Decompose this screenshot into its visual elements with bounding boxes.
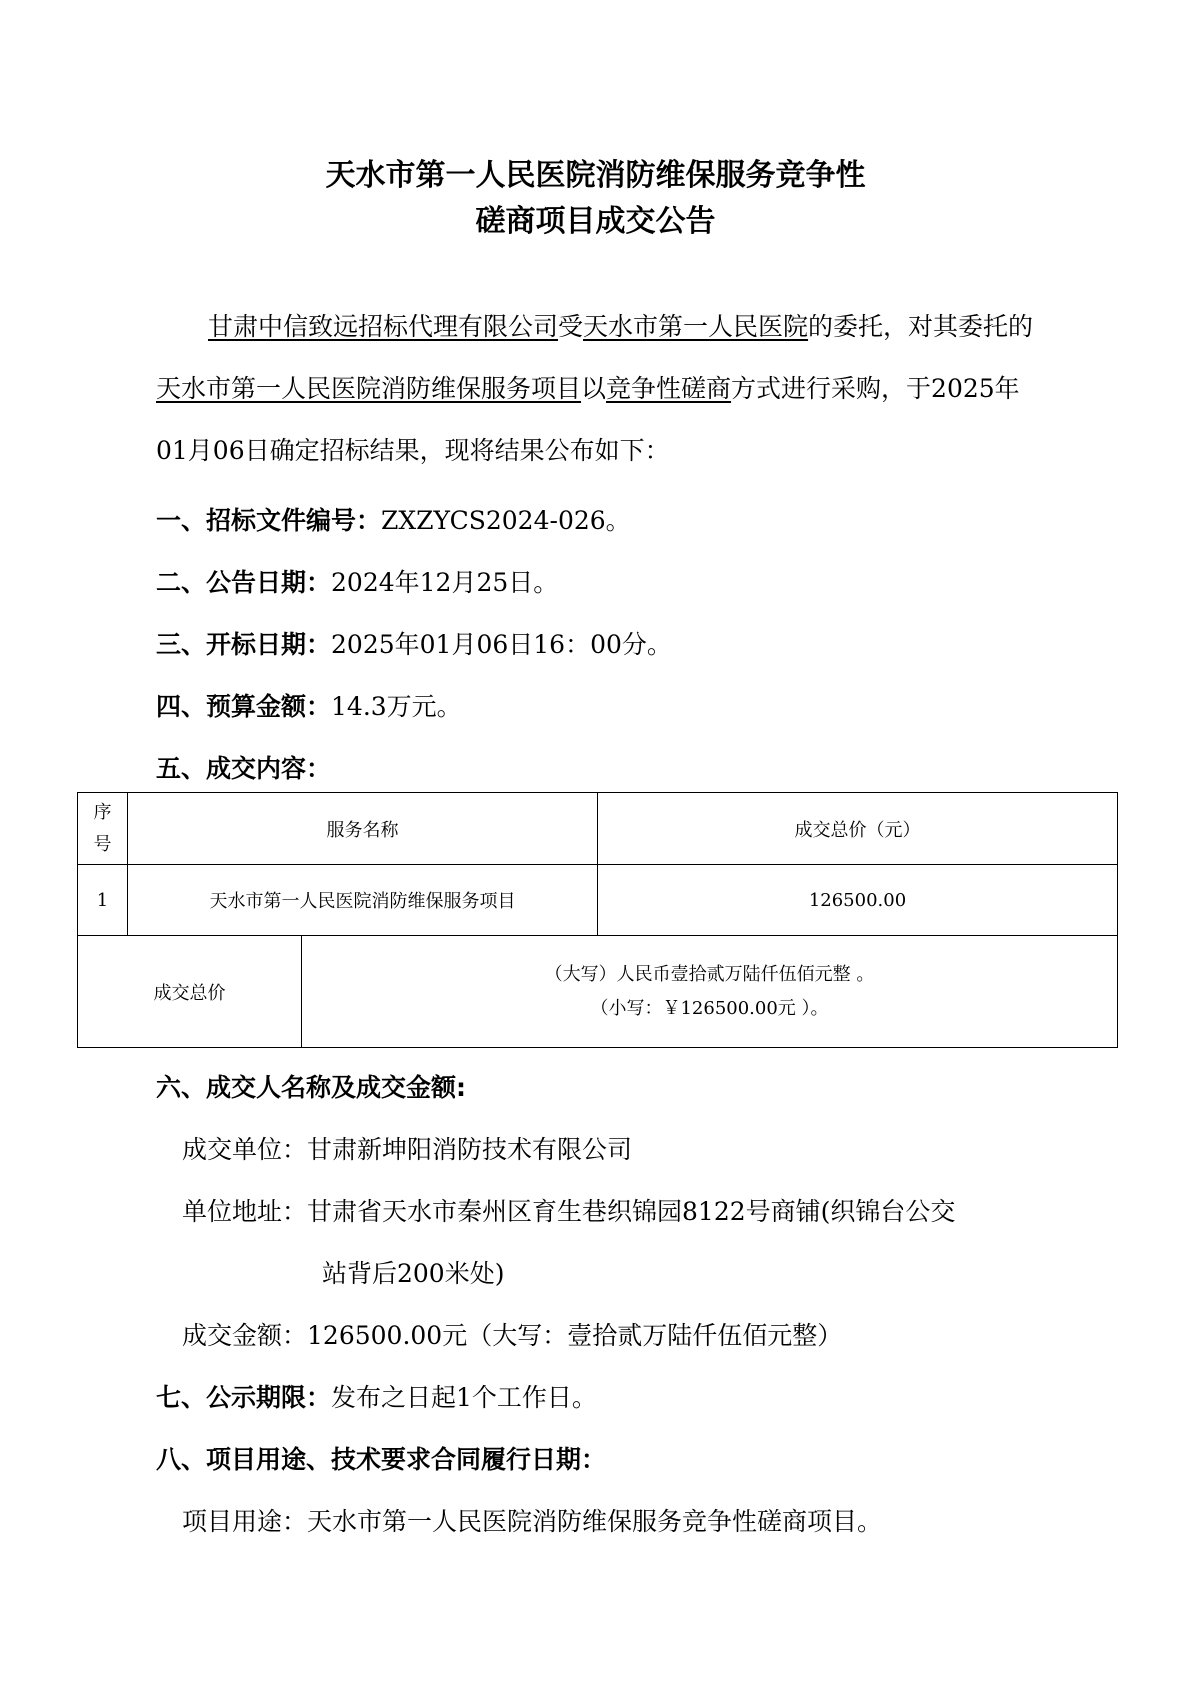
section-7-value: 发布之日起1个工作日。 — [331, 1383, 597, 1412]
section-5-label: 五、成交内容： — [156, 754, 332, 783]
section-2-label: 二、公告日期： — [156, 568, 332, 597]
winner-address-label: 单位地址： — [182, 1197, 308, 1226]
section-1-value: ZXZYCS2024-026。 — [381, 506, 631, 535]
row-total-price: 126500.00 — [598, 865, 1118, 936]
intro-text-3: 以 — [581, 374, 607, 403]
winner-unit — [182, 1130, 632, 1166]
total-price-upper: （大写）人民币壹拾贰万陆仟伍佰元整 。 — [544, 963, 875, 985]
header-total-price: 成交总价（元） — [598, 793, 1118, 865]
table-total-row — [78, 936, 1118, 1048]
winner-address-cont: 站背后200米处) — [322, 1259, 505, 1288]
total-price-lower: （小写：￥126500.00元 ）。 — [590, 997, 829, 1019]
intro-text-1: 受 — [558, 312, 584, 341]
section-2 — [156, 563, 558, 599]
winner-address — [182, 1192, 955, 1228]
section-6 — [156, 1068, 466, 1104]
award-table — [77, 792, 1118, 1048]
page-title-line2: 磋商项目成交公告 — [475, 204, 716, 239]
intro-paragraph — [156, 296, 1046, 482]
agent-name: 甘肃中信致远招标代理有限公司 — [208, 312, 559, 341]
winner-amount — [182, 1316, 842, 1352]
total-price-label: 成交总价 — [78, 936, 302, 1048]
client-name: 天水市第一人民医院 — [583, 312, 809, 341]
header-service-name: 服务名称 — [128, 793, 598, 865]
section-3 — [156, 625, 672, 661]
page-title-line1: 天水市第一人民医院消防维保服务竞争性 — [325, 158, 866, 193]
total-price-cell — [302, 936, 1118, 1048]
section-3-label: 三、开标日期： — [156, 630, 332, 659]
section-1-label: 一、招标文件编号： — [156, 506, 382, 535]
winner-address-value-1: 甘肃省天水市秦州区育生巷织锦园8122号商铺(织锦台公交 — [307, 1197, 956, 1226]
row-service-name: 天水市第一人民医院消防维保服务项目 — [128, 865, 598, 936]
header-seq: 序号 — [78, 793, 128, 865]
row-seq: 1 — [78, 865, 128, 936]
section-1 — [156, 501, 631, 537]
section-3-value: 2025年01月06日16：00分。 — [331, 630, 672, 659]
intro-text-4: 方式进行采购，于2025年01月06日确定招标结果，现将结果公布如下： — [156, 374, 1020, 465]
section-4-label: 四、预算金额： — [156, 692, 332, 721]
winner-amount-value: 126500.00元（大写：壹拾贰万陆仟伍佰元整） — [307, 1321, 843, 1350]
winner-unit-value: 甘肃新坤阳消防技术有限公司 — [307, 1135, 633, 1164]
section-8-label: 八、项目用途、技术要求合同履行日期： — [156, 1445, 607, 1474]
section-2-value: 2024年12月25日。 — [331, 568, 559, 597]
section-4-value: 14.3万元。 — [331, 692, 462, 721]
table-row — [78, 865, 1118, 936]
intro-text-2: 的委托，对其委托的 — [808, 312, 1034, 341]
section-4 — [156, 687, 462, 723]
project-usage — [182, 1502, 882, 1538]
project-usage-label: 项目用途： — [182, 1507, 308, 1536]
section-7-label: 七、公示期限： — [156, 1383, 332, 1412]
winner-amount-label: 成交金额： — [182, 1321, 308, 1350]
project-name: 天水市第一人民医院消防维保服务项目 — [156, 374, 582, 403]
winner-unit-label: 成交单位： — [182, 1135, 308, 1164]
project-usage-value: 天水市第一人民医院消防维保服务竞争性磋商项目。 — [307, 1507, 883, 1536]
section-7 — [156, 1378, 597, 1414]
table-header-row — [78, 793, 1118, 865]
procurement-method: 竞争性磋商 — [606, 374, 732, 403]
section-5 — [156, 749, 331, 785]
section-6-label: 六、成交人名称及成交金额: — [156, 1073, 466, 1102]
section-8 — [156, 1440, 606, 1476]
